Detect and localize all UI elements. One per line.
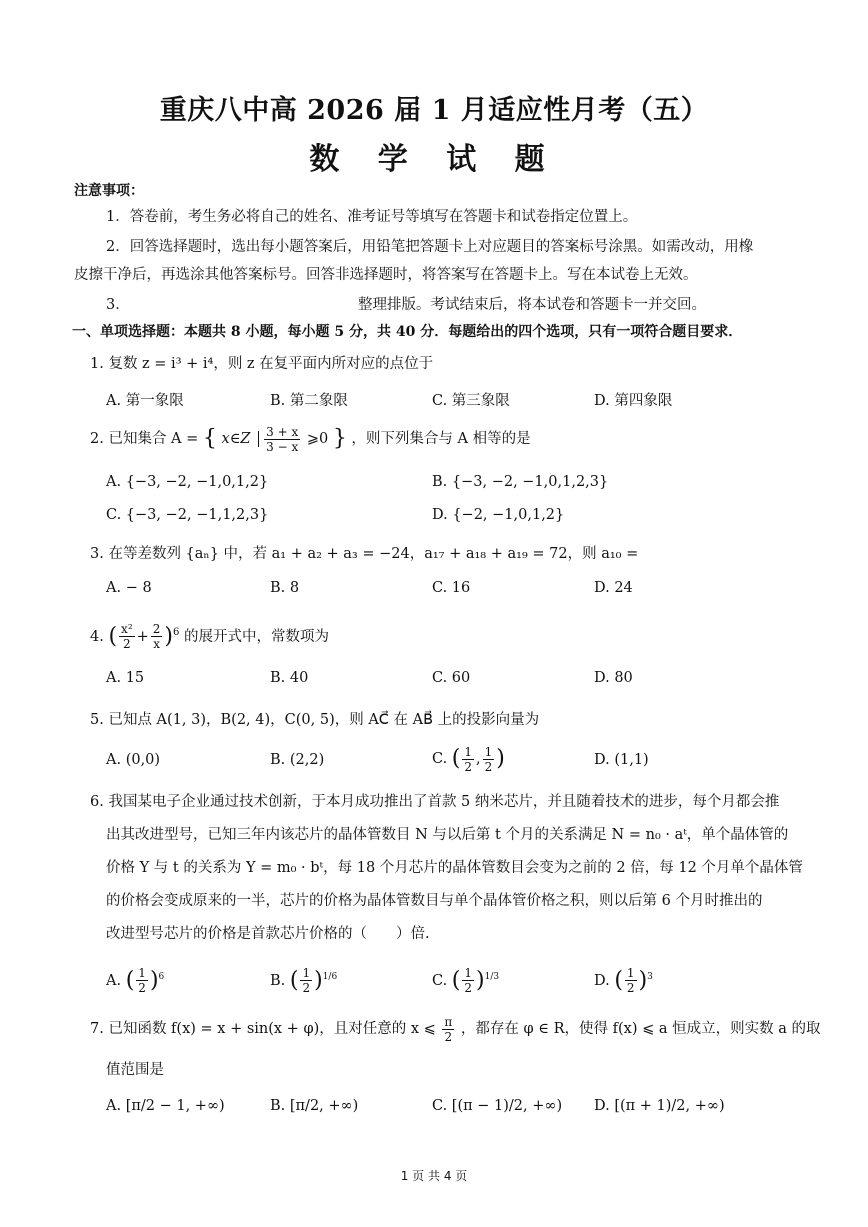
q7-pi-over-2 bbox=[442, 1015, 454, 1044]
question-4-stem: 4. ( $\frac{\text{x²}}{2}$ + $\frac{2}{x}$ )$^6$ 的展开式中，常数项为 bbox=[90, 622, 329, 652]
q6-b-fraction bbox=[300, 966, 312, 995]
q6-option-d-label: D. bbox=[594, 972, 610, 989]
question-6-stem bbox=[90, 786, 803, 951]
q6-c-denominator: 2 bbox=[464, 981, 473, 996]
q2-option-b: B. {−3, −2, −1,0,1,2,3} bbox=[432, 474, 609, 490]
q6-a-exponent: 6 bbox=[158, 972, 165, 982]
q5-option-d: D. (1,1) bbox=[594, 752, 649, 768]
paren-close: ) bbox=[314, 967, 323, 993]
q7-option-b-text: [π/2, +∞) bbox=[289, 1098, 359, 1114]
q7-stem-middle: ，都存在 φ ∈ R，使得 f(x) ⩽ a 恒成立，则实数 a 的取 bbox=[460, 1021, 821, 1037]
q4-option-d: D. 80 bbox=[594, 670, 633, 686]
q6-d-denominator: 2 bbox=[626, 981, 635, 996]
q6-line-5: 改进型号芯片的价格是首款芯片价格的（ ）倍. bbox=[106, 926, 430, 942]
q2-set-element: x∈Z bbox=[221, 431, 251, 447]
paren-close: ) bbox=[476, 967, 485, 993]
q2-fraction-denominator: 3 − x bbox=[266, 439, 299, 454]
q6-c-fraction bbox=[462, 966, 474, 995]
q5-c-fraction-2-numerator: 1 bbox=[484, 744, 493, 759]
q6-b-denominator: 2 bbox=[302, 981, 311, 996]
q3-option-a: A. − 8 bbox=[106, 580, 152, 596]
question-7-stem bbox=[90, 1012, 821, 1046]
set-brace-open: { bbox=[202, 426, 217, 451]
q7-option-c-label: C. bbox=[432, 1098, 448, 1114]
paren-open: ( bbox=[289, 967, 299, 993]
q4-fraction-1-numerator: x² bbox=[121, 622, 133, 637]
paren-open: ( bbox=[451, 746, 461, 771]
q4-paren-close: ) bbox=[164, 623, 174, 649]
q6-option-b bbox=[270, 960, 337, 998]
q7-stem-start: 7. 已知函数 f(x) = x + sin(x + φ)，且对任意的 x ⩽ bbox=[90, 1021, 436, 1037]
note-2a: 2．回答选择题时，选出每小题答案后，用铅笔把答题卡上对应题目的答案标号涂黑。如需改动，用橡 bbox=[106, 239, 754, 255]
q6-d-exponent: 3 bbox=[647, 972, 653, 982]
set-brace-close: } bbox=[332, 426, 347, 451]
note-1: 1．答卷前，考生务必将自己的姓名、准考证号等填写在答题卡和试卷指定位置上。 bbox=[106, 209, 638, 225]
q6-option-a bbox=[106, 960, 164, 998]
note-3-number: 3． bbox=[106, 297, 130, 313]
q6-option-b-label: B. bbox=[270, 972, 286, 989]
q5-option-c: C. ( $\frac{1}{2}$ , $\frac{1}{2}$ ) bbox=[432, 744, 505, 774]
q4-number: 4. bbox=[90, 628, 104, 645]
q2-stem-start: 2. 已知集合 A = bbox=[90, 431, 199, 447]
q4-fraction-1-denominator: 2 bbox=[123, 637, 131, 652]
q7-fraction-numerator: π bbox=[444, 1014, 453, 1029]
question-5-stem: 5. 已知点 A(1, 3)，B(2, 4)，C(0, 5)，则 AC⃗ 在 AB⃗ 上的投影向量为 bbox=[90, 712, 540, 728]
q5-option-c-label: C. bbox=[432, 751, 448, 767]
q4-fraction-2 bbox=[151, 622, 163, 651]
q4-exponent: 6 bbox=[173, 627, 180, 638]
paren-close: ) bbox=[496, 746, 505, 771]
q2-fraction-numerator: 3 + x bbox=[266, 424, 299, 439]
note-3-text: 整理排版。考试结束后，将本试卷和答题卡一并交回。 bbox=[358, 297, 706, 313]
q5-option-b: B. (2,2) bbox=[270, 752, 325, 768]
q4-option-a: A. 15 bbox=[106, 670, 145, 686]
q7-option-d-text: [(π + 1)/2, +∞) bbox=[614, 1098, 725, 1114]
q4-fraction-2-denominator: x bbox=[153, 637, 160, 652]
q2-fraction bbox=[264, 425, 300, 454]
q6-c-exponent: 1/3 bbox=[484, 972, 500, 982]
q6-line-4: 的价格会变成原来的一半，芯片的价格为晶体管数目与单个晶体管价格之积，则以后第 6 个月时推出的 bbox=[106, 893, 763, 909]
q7-option-c-text: [(π − 1)/2, +∞) bbox=[451, 1098, 563, 1114]
q6-option-d bbox=[594, 960, 653, 998]
q6-a-fraction bbox=[136, 966, 148, 995]
paren-open: ( bbox=[614, 967, 623, 993]
q2-option-d: D. {−2, −1,0,1,2} bbox=[432, 507, 565, 523]
question-3-stem: 3. 在等差数列 {aₙ} 中，若 a₁ + a₂ + a₃ = −24，a₁₇ + a₁₈ + a₁₉ = 72，则 a₁₀ = bbox=[90, 546, 639, 562]
question-7-stem-end: 值范围是 bbox=[106, 1062, 164, 1078]
q7-option-a-label: A. bbox=[106, 1098, 122, 1114]
q4-fraction-1 bbox=[119, 622, 135, 651]
q6-option-a-label: A. bbox=[106, 972, 122, 989]
q5-c-fraction-1-numerator: 1 bbox=[464, 744, 473, 759]
exam-subtitle: 数 学 试 题 bbox=[309, 142, 559, 177]
q4-paren-open: ( bbox=[108, 623, 118, 649]
exam-title: 重庆八中高 2026 届 1 月适应性月考（五） bbox=[159, 95, 709, 126]
q4-option-b: B. 40 bbox=[270, 670, 309, 686]
notes-heading: 注意事项： bbox=[74, 183, 144, 199]
q6-b-exponent: 1/6 bbox=[322, 972, 338, 982]
q5-c-fraction-1-denominator: 2 bbox=[464, 759, 473, 774]
q6-d-fraction bbox=[625, 966, 637, 995]
q5-c-fraction-2-denominator: 2 bbox=[484, 759, 493, 774]
section-heading: 一、单项选择题：本题共 8 小题，每小题 5 分，共 40 分．每题给出的四个选项，只有一项符合题目要求． bbox=[72, 324, 743, 340]
q7-fraction-denominator: 2 bbox=[444, 1029, 453, 1044]
paren-open: ( bbox=[125, 967, 135, 993]
question-2-stem bbox=[90, 424, 531, 454]
q7-option-c bbox=[432, 1098, 562, 1114]
q7-option-a-text: [π/2 − 1, +∞) bbox=[125, 1098, 225, 1114]
paren-open: ( bbox=[451, 967, 461, 993]
q3-option-b: B. 8 bbox=[270, 580, 300, 596]
q6-line-2: 出其改进型号，已知三年内该芯片的晶体管数目 N 与以后第 t 个月的关系满足 N = n₀ · aᵗ，单个晶体管的 bbox=[106, 827, 789, 843]
note-2b: 皮擦干净后，再选涂其他答案标号。回答非选择题时，将答案写在答题卡上。写在本试卷上无效。 bbox=[74, 267, 698, 283]
q7-option-b bbox=[270, 1098, 358, 1114]
q7-option-a bbox=[106, 1098, 225, 1114]
q7-option-d-label: D. bbox=[594, 1098, 610, 1114]
q1-option-a: A. 第一象限 bbox=[106, 393, 184, 409]
q2-option-c: C. {−3, −2, −1,1,2,3} bbox=[106, 507, 269, 523]
q6-line-1: 6. 我国某电子企业通过技术创新，于本月成功推出了首款 5 纳米芯片，并且随着技术的进步，每个月都会推 bbox=[90, 794, 780, 810]
q7-option-d bbox=[594, 1098, 725, 1114]
q1-option-c: C. 第三象限 bbox=[432, 393, 510, 409]
q5-c-fraction-1 bbox=[462, 745, 474, 774]
q6-d-numerator: 1 bbox=[626, 966, 635, 981]
q4-stem-end: 的展开式中，常数项为 bbox=[184, 628, 329, 645]
set-divider bbox=[258, 424, 333, 454]
q2-stem-end: ，则下列集合与 A 相等的是 bbox=[351, 431, 531, 447]
q1-option-d: D. 第四象限 bbox=[594, 393, 673, 409]
q6-line-3: 价格 Y 与 t 的关系为 Y = m₀ · bᵗ，每 18 个月芯片的晶体管数目会变为之前的 2 倍，每 12 个月单个晶体管 bbox=[106, 860, 803, 876]
q7-option-b-label: B. bbox=[270, 1098, 286, 1114]
q6-a-denominator: 2 bbox=[138, 981, 146, 996]
q4-option-c: C. 60 bbox=[432, 670, 471, 686]
q5-c-fraction-2 bbox=[483, 745, 495, 774]
q2-relation: ⩾0 bbox=[306, 431, 329, 447]
q6-option-c bbox=[432, 960, 499, 998]
q1-option-b: B. 第二象限 bbox=[270, 393, 348, 409]
q4-fraction-2-numerator: 2 bbox=[152, 622, 161, 637]
q6-b-numerator: 1 bbox=[302, 966, 311, 981]
q6-a-numerator: 1 bbox=[138, 966, 146, 981]
q3-option-d: D. 24 bbox=[594, 580, 633, 596]
paren-close: ) bbox=[638, 967, 648, 993]
q3-option-c: C. 16 bbox=[432, 580, 471, 596]
paren-close: ) bbox=[149, 967, 159, 993]
q2-option-a: A. {−3, −2, −1,0,1,2} bbox=[106, 474, 269, 490]
question-1-stem: 1. 复数 z = i³ + i⁴，则 z 在复平面内所对应的点位于 bbox=[90, 356, 434, 372]
q6-option-c-label: C. bbox=[432, 972, 448, 989]
q5-option-a: A. (0,0) bbox=[106, 752, 161, 768]
page-footer: 1 页 共 4 页 bbox=[400, 1169, 468, 1183]
q6-c-numerator: 1 bbox=[464, 966, 473, 981]
